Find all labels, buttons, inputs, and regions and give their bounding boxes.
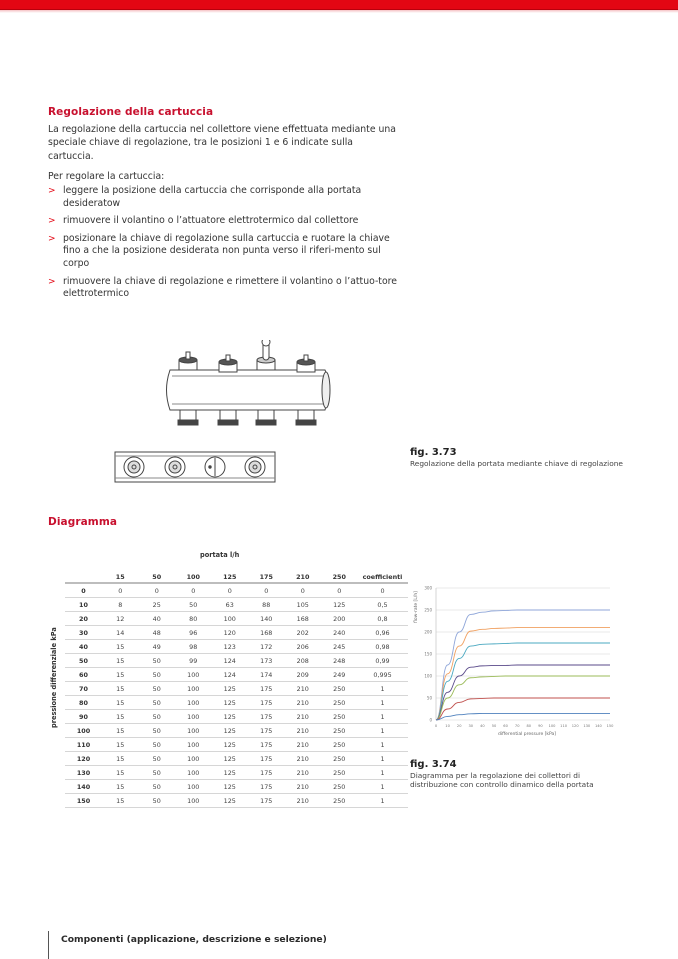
table-cell: 49: [139, 640, 176, 654]
table-cell: 172: [248, 640, 285, 654]
table-cell: 96: [175, 626, 212, 640]
table-cell: 1: [358, 794, 408, 808]
table-cell: 200: [321, 612, 358, 626]
table-cell: 1: [358, 766, 408, 780]
table-cell: 173: [248, 654, 285, 668]
top-accent-bar: [0, 0, 678, 10]
chart-x-tick-label: 110: [560, 724, 568, 728]
table-cell: 250: [321, 794, 358, 808]
step-text: leggere la posizione della cartuccia che corrisponde alla portata desideratow: [63, 185, 362, 209]
table-cell: 1: [358, 752, 408, 766]
table-cell: 175: [248, 766, 285, 780]
intro-paragraph: [48, 123, 398, 163]
flow-rate-table: [65, 571, 408, 808]
table-row-header: 50: [65, 654, 102, 668]
table-cell: 15: [102, 696, 139, 710]
chart-x-tick-label: 70: [514, 724, 520, 728]
table-cell: 1: [358, 696, 408, 710]
step-text: rimuovere il volantino o l’attuatore elettrotermico dal collettore: [63, 215, 359, 227]
table-cell: 1: [358, 780, 408, 794]
chevron-right-icon: >: [48, 233, 56, 244]
table-cell: 0: [358, 583, 408, 598]
section-title-diagramma: Diagramma: [48, 516, 118, 528]
table-cell: 0: [175, 583, 212, 598]
figure-caption-text: Diagramma per la regolazione dei collettori di distribuzione con controllo dinamico della portata: [410, 771, 594, 790]
chart-x-tick-label: 90: [538, 724, 543, 728]
chart-x-tick-label: 40: [480, 724, 485, 728]
chart-x-tick-label: 140: [594, 724, 602, 728]
table-cell: 175: [248, 752, 285, 766]
table-cell: 15: [102, 724, 139, 738]
table-cell: 0: [285, 583, 322, 598]
table-cell: 15: [102, 752, 139, 766]
table-cell: 15: [102, 738, 139, 752]
table-row-header: 40: [65, 640, 102, 654]
top-accent-shadow: [0, 10, 678, 13]
table-cell: 250: [321, 696, 358, 710]
table-cell: 50: [139, 752, 176, 766]
list-item: [48, 185, 398, 210]
table-row-header: 70: [65, 682, 102, 696]
table-cell: 50: [139, 794, 176, 808]
chart-x-tick-label: 150: [606, 724, 614, 728]
table-row: [65, 780, 408, 794]
chart-x-tick-label: 50: [491, 724, 497, 728]
footer-divider: [48, 931, 49, 959]
table-cell: 0: [248, 583, 285, 598]
table-cell: 50: [139, 766, 176, 780]
table-cell: 175: [248, 710, 285, 724]
table-cell: 124: [212, 654, 249, 668]
table-cell: 40: [139, 612, 176, 626]
chart-y-tick-label: 0: [429, 717, 432, 723]
manifold-body-drawing: [167, 370, 331, 410]
table-cell: 206: [285, 640, 322, 654]
table-cell: 15: [102, 668, 139, 682]
table-cell: 175: [248, 794, 285, 808]
table-cell: 15: [102, 794, 139, 808]
table-body: [65, 583, 408, 808]
table-cell: 125: [212, 752, 249, 766]
table-row-header: 120: [65, 752, 102, 766]
table-cell: 0,98: [358, 640, 408, 654]
table-cell: 120: [212, 626, 249, 640]
table-row-header: 110: [65, 738, 102, 752]
table-corner-cell: [65, 571, 102, 583]
table-row: [65, 752, 408, 766]
table-column-header: 100: [175, 571, 212, 583]
table-cell: 1: [358, 738, 408, 752]
table-cell: 125: [212, 780, 249, 794]
table-cell: 175: [248, 724, 285, 738]
table-row: [65, 640, 408, 654]
table-cell: 140: [248, 612, 285, 626]
table-cell: 100: [175, 668, 212, 682]
table-cell: 168: [248, 626, 285, 640]
table-cell: 250: [321, 752, 358, 766]
table-cell: 15: [102, 710, 139, 724]
chart-x-tick-label: 30: [468, 724, 474, 728]
table-row-header: 60: [65, 668, 102, 682]
column-group-label: portata l/h: [200, 551, 240, 559]
footer-section-title: Componenti (applicazione, descrizione e selezione): [61, 934, 327, 945]
table-cell: 202: [285, 626, 322, 640]
table-cell: 123: [212, 640, 249, 654]
figure-3-73-caption: [410, 446, 625, 468]
table-cell: 210: [285, 710, 322, 724]
chevron-right-icon: >: [48, 216, 56, 227]
chart-y-tick-label: 250: [424, 607, 432, 613]
table-cell: 15: [102, 780, 139, 794]
table-cell: 168: [285, 612, 322, 626]
table-cell: 1: [358, 710, 408, 724]
table-row: [65, 598, 408, 612]
steps-list: [48, 185, 398, 306]
table-cell: 125: [212, 738, 249, 752]
chart-y-tick-label: 150: [424, 651, 432, 657]
list-item: [48, 233, 398, 271]
table-cell: 100: [175, 752, 212, 766]
table-cell: 210: [285, 682, 322, 696]
table-cell: 0: [102, 583, 139, 598]
section-title-regolazione: Regolazione della cartuccia: [48, 106, 214, 118]
table-column-header: 125: [212, 571, 249, 583]
table-row: [65, 654, 408, 668]
table-cell: 50: [139, 738, 176, 752]
chevron-right-icon: >: [48, 186, 56, 196]
table-cell: 0,96: [358, 626, 408, 640]
manifold-illustration: [100, 340, 340, 495]
figure-label: fig. 3.74: [410, 759, 457, 770]
chart-y-tick-label: 50: [426, 695, 432, 701]
valve-tops-drawing: [179, 340, 315, 372]
chart-series-line-210: [436, 628, 610, 720]
table-cell: 125: [212, 724, 249, 738]
table-cell: 15: [102, 640, 139, 654]
table-row-header: 30: [65, 626, 102, 640]
manifold-top-view-drawing: [115, 452, 275, 482]
table-cell: 125: [212, 682, 249, 696]
table-cell: 0: [321, 583, 358, 598]
table-cell: 63: [212, 598, 249, 612]
table-cell: 125: [212, 710, 249, 724]
table-cell: 50: [175, 598, 212, 612]
table-cell: 250: [321, 724, 358, 738]
table-row: [65, 583, 408, 598]
chart-series-line-125: [436, 665, 610, 720]
table-cell: 100: [212, 612, 249, 626]
table-column-header: coefficienti: [358, 571, 408, 583]
table-column-header: 50: [139, 571, 176, 583]
table-cell: 80: [175, 612, 212, 626]
table-cell: 125: [212, 696, 249, 710]
table-cell: 99: [175, 654, 212, 668]
table-cell: 15: [102, 654, 139, 668]
chart-series-line-15: [436, 713, 610, 720]
table-cell: 210: [285, 724, 322, 738]
table-column-header: 210: [285, 571, 322, 583]
table-cell: 250: [321, 710, 358, 724]
figure-3-74-caption: [410, 758, 625, 790]
table-row: [65, 724, 408, 738]
table-row: [65, 738, 408, 752]
chart-svg: [405, 578, 620, 746]
table-cell: 48: [139, 626, 176, 640]
table-cell: 100: [175, 682, 212, 696]
table-cell: 50: [139, 724, 176, 738]
table-cell: 105: [285, 598, 322, 612]
table-cell: 250: [321, 738, 358, 752]
table-row-header: 20: [65, 612, 102, 626]
table-row-header: 140: [65, 780, 102, 794]
table-cell: 100: [175, 696, 212, 710]
table-cell: 100: [175, 780, 212, 794]
chart-gridlines: [436, 588, 610, 720]
table-cell: 100: [175, 738, 212, 752]
table-row: [65, 626, 408, 640]
table-cell: 1: [358, 724, 408, 738]
figure-caption-text: Regolazione della portata mediante chiave di regolazione: [410, 459, 623, 468]
row-group-label: pressione differenziale kPa: [50, 627, 58, 728]
chart-series-line-50: [436, 698, 610, 720]
table-cell: 50: [139, 654, 176, 668]
table-cell: 250: [321, 682, 358, 696]
table-cell: 12: [102, 612, 139, 626]
table-cell: 15: [102, 766, 139, 780]
chart-x-tick-label: 0: [434, 724, 438, 728]
table-cell: 210: [285, 780, 322, 794]
table-cell: 15: [102, 682, 139, 696]
table-cell: 8: [102, 598, 139, 612]
table-cell: 14: [102, 626, 139, 640]
table-cell: 100: [175, 794, 212, 808]
table-cell: 249: [321, 668, 358, 682]
table-cell: 124: [212, 668, 249, 682]
flow-rate-chart: [405, 578, 620, 746]
table-cell: 175: [248, 682, 285, 696]
chart-y-tick-label: 100: [424, 673, 432, 679]
table-column-header: 15: [102, 571, 139, 583]
chart-x-tick-label: 80: [526, 724, 532, 728]
table-row-header: 130: [65, 766, 102, 780]
table-cell: 50: [139, 710, 176, 724]
intro-text: La regolazione della cartuccia nel collettore viene effettuata mediante una speciale chiave di regolazione, tra le posizioni 1 e 6 indicate sulla cartuccia.: [48, 124, 396, 162]
table-cell: 125: [212, 766, 249, 780]
chart-x-tick-label: 120: [571, 724, 579, 728]
table-cell: 50: [139, 696, 176, 710]
table-row-header: 150: [65, 794, 102, 808]
table-cell: 98: [175, 640, 212, 654]
table-cell: 125: [321, 598, 358, 612]
chart-x-tick-label: 10: [445, 724, 450, 728]
table-cell: 125: [212, 794, 249, 808]
table-cell: 0,8: [358, 612, 408, 626]
chart-x-axis-label: differential pressure [kPa]: [497, 732, 557, 737]
table-cell: 210: [285, 766, 322, 780]
table-row-header: 10: [65, 598, 102, 612]
chart-series: [436, 610, 610, 720]
table-cell: 0: [212, 583, 249, 598]
table-cell: 175: [248, 696, 285, 710]
table-cell: 210: [285, 794, 322, 808]
table-cell: 250: [321, 766, 358, 780]
table-row: [65, 766, 408, 780]
table-cell: 240: [321, 626, 358, 640]
table-cell: 175: [248, 780, 285, 794]
table-column-header: 175: [248, 571, 285, 583]
chart-y-tick-label: 200: [424, 629, 432, 635]
table-row-header: 90: [65, 710, 102, 724]
lead-text: Per regolare la cartuccia:: [48, 171, 165, 182]
list-item: [48, 276, 398, 301]
figure-label: fig. 3.73: [410, 447, 457, 458]
lead-paragraph: [48, 170, 398, 183]
chart-x-tick-label: 100: [548, 724, 556, 728]
valve-bottoms-drawing: [178, 410, 316, 425]
table-cell: 248: [321, 654, 358, 668]
table-header-row: [65, 571, 408, 583]
table-row: [65, 794, 408, 808]
step-text: rimuovere la chiave di regolazione e rimettere il volantino o l’attuo-tore elettrotermico: [63, 275, 397, 300]
table-cell: 100: [175, 724, 212, 738]
table-cell: 100: [175, 766, 212, 780]
table-cell: 88: [248, 598, 285, 612]
chart-series-line-175: [436, 643, 610, 720]
table-row-header: 100: [65, 724, 102, 738]
table-row: [65, 696, 408, 710]
table-cell: 210: [285, 696, 322, 710]
table-cell: 100: [175, 710, 212, 724]
table-cell: 250: [321, 780, 358, 794]
chart-x-tick-label: 130: [583, 724, 591, 728]
table-row-header: 0: [65, 583, 102, 598]
table-cell: 50: [139, 682, 176, 696]
table-row: [65, 682, 408, 696]
chart-x-tick-label: 60: [503, 724, 508, 728]
table-cell: 0,99: [358, 654, 408, 668]
table-cell: 1: [358, 682, 408, 696]
table-cell: 50: [139, 780, 176, 794]
table-cell: 210: [285, 738, 322, 752]
step-text: posizionare la chiave di regolazione sulla cartuccia e ruotare la chiave fino a che la posizione desiderata non punta verso il riferi-mento sul corpo: [63, 232, 390, 269]
table-cell: 0: [139, 583, 176, 598]
table-cell: 208: [285, 654, 322, 668]
table-cell: 245: [321, 640, 358, 654]
list-item: [48, 215, 398, 228]
table-row: [65, 612, 408, 626]
table-row: [65, 710, 408, 724]
chart-y-axis-label: flow-rate [L/h]: [414, 591, 419, 623]
table-row: [65, 668, 408, 682]
table-cell: 209: [285, 668, 322, 682]
table-cell: 0,995: [358, 668, 408, 682]
chart-x-tick-label: 20: [456, 724, 462, 728]
chart-y-tick-label: 300: [424, 585, 432, 591]
table-cell: 50: [139, 668, 176, 682]
table-cell: 210: [285, 752, 322, 766]
table-cell: 25: [139, 598, 176, 612]
chevron-right-icon: >: [48, 276, 56, 287]
table-cell: 175: [248, 738, 285, 752]
table-column-header: 250: [321, 571, 358, 583]
table-cell: 174: [248, 668, 285, 682]
table-row-header: 80: [65, 696, 102, 710]
table-cell: 0,5: [358, 598, 408, 612]
